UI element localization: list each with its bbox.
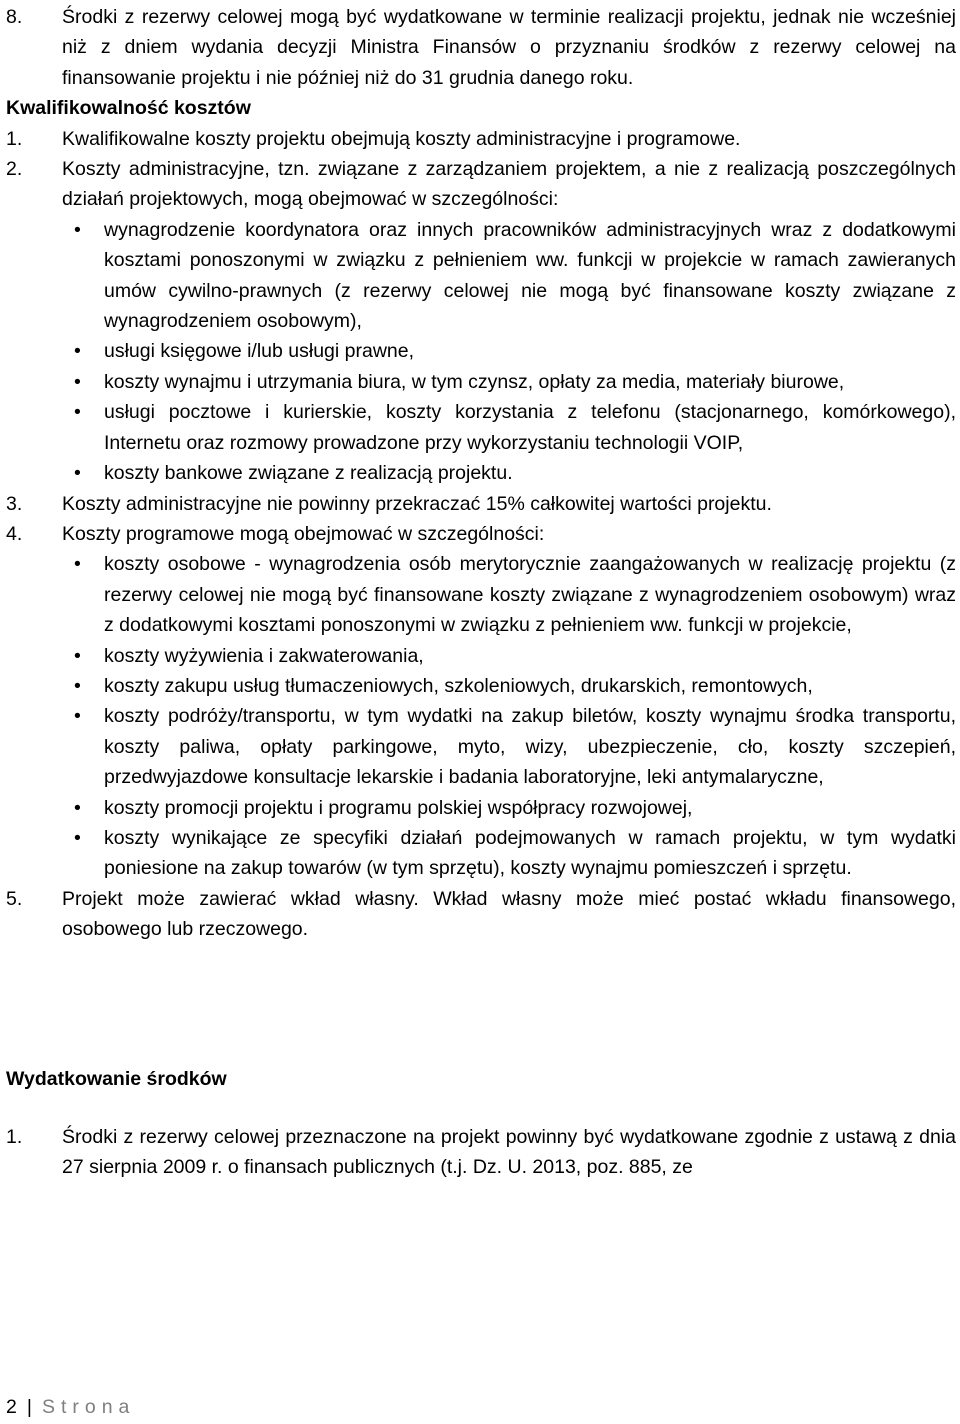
list-item-text: koszty osobowe - wynagrodzenia osób merytorycznie zaangażowanych w realizację projektu (z rezerwy celowej nie mogą być finansowane koszty związane z wynagrodzeniem osobowym) wraz z dodatkowymi kosztami ponoszonymi w związku z pełnieniem ww. funkcji w projekcie, [104,553,956,637]
page-label: Strona [41,1396,136,1418]
bullet-icon: • [74,796,81,819]
bullet-list-administrative-costs [6,215,956,489]
list-item-text: koszty wynikające ze specyfiki działań podejmowanych w ramach projektu, w tym wydatki poniesione na zakup towarów (w tym sprzętu), koszty wynajmu pomieszczeń i sprzętu. [104,826,956,880]
list-item [62,336,956,366]
list-item [62,458,956,488]
page-footer [6,1392,135,1422]
vertical-spacer [6,945,956,1064]
item-number: 2. [6,158,23,181]
item-text: Koszty administracyjne, tzn. związane z zarządzaniem projektem, a nie z realizacją poszczególnych działań projektowych, mogą obejmować w szczególności: [62,158,956,211]
item-number: 4. [6,522,23,545]
list-item [62,793,956,823]
item-number: 5. [6,887,23,910]
list-item [62,549,956,640]
list-item [62,641,956,671]
list-item-text: koszty wynajmu i utrzymania biura, w tym czynsz, opłaty za media, materiały biurowe, [104,370,845,393]
item-number: 8. [6,6,23,28]
bullet-icon: • [74,340,81,363]
vertical-spacer [6,1094,956,1122]
bullet-icon: • [74,370,81,393]
list-item [62,367,956,397]
list-item-text: koszty wyżywienia i zakwaterowania, [104,644,424,667]
item-text: Środki z rezerwy celowej mogą być wydatkowane w terminie realizacji projektu, jednak nie wcześniej niż z dniem wydania decyzji Ministra Finansów o przyznaniu środków z rezerwy celowej na finansowanie projektu i nie później niż do 31 grudnia danego roku. [62,6,956,89]
list-item [62,823,956,884]
paragraph-w1 [6,1122,956,1183]
list-item-text: koszty podróży/transportu, w tym wydatki na zakup biletów, koszty wynajmu środka transportu, koszty paliwa, opłaty parkingowe, myto, wizy, ubezpieczenie, cło, koszty szczepień, przedwyjazdowe konsultacje lekarskie i badania laboratoryjne, leki antymalaryczne, [104,705,956,789]
bullet-list-program-costs [6,549,956,883]
paragraph-k5 [6,884,956,945]
list-item-text: koszty bankowe związane z realizacją projektu. [104,462,513,485]
document-page [6,2,956,1183]
list-item-text: usługi pocztowe i kurierskie, koszty korzystania z telefonu (stacjonarnego, komórkowego), Internetu oraz rozmowy prowadzone przy wykorzystaniu technologii VOIP, [104,401,956,454]
item-text: Koszty administracyjne nie powinny przekraczać 15% całkowitej wartości projektu. [62,492,772,515]
bullet-icon: • [74,218,81,241]
item-text: Środki z rezerwy celowej przeznaczone na projekt powinny być wydatkowane zgodnie z ustawą z dnia 27 sierpnia 2009 r. o finansach publicznych (t.j. Dz. U. 2013, poz. 885, ze [62,1126,956,1179]
paragraph-k2 [6,154,956,215]
list-item [62,671,956,701]
page-number: 2 [6,1396,17,1418]
bullet-icon: • [74,826,81,849]
footer-separator: | [26,1396,32,1418]
list-item [62,397,956,458]
paragraph-k3 [6,489,956,519]
item-text: Koszty programowe mogą obejmować w szczególności: [62,522,545,545]
bullet-icon: • [74,462,81,485]
item-number: 1. [6,1126,23,1148]
bullet-icon: • [74,705,81,728]
section-heading-wydatkowanie: Wydatkowanie środków [6,1067,227,1090]
bullet-icon: • [74,553,81,576]
list-item [62,215,956,337]
item-text: Kwalifikowalne koszty projektu obejmują koszty administracyjne i programowe. [62,127,741,150]
item-text: Projekt może zawierać wkład własny. Wkład własny może mieć postać wkładu finansowego, osobowego lub rzeczowego. [62,887,956,941]
bullet-icon: • [74,674,81,697]
list-item-text: wynagrodzenie koordynatora oraz innych pracowników administracyjnych wraz z dodatkowymi kosztami ponoszonymi w związku z pełnieniem ww. funkcji w projekcie w ramach zawieranych umów cywilno-prawnych (z rezerwy celowej nie mogą być finansowane koszty związane z wynagrodzeniem osobowym), [104,218,956,333]
bullet-icon: • [74,644,81,667]
list-item [62,701,956,792]
list-item-text: koszty zakupu usług tłumaczeniowych, szkoleniowych, drukarskich, remontowych, [104,674,813,697]
paragraph-k4 [6,519,956,549]
list-item-text: koszty promocji projektu i programu polskiej współpracy rozwojowej, [104,796,693,819]
item-number: 1. [6,127,23,150]
bullet-icon: • [74,401,81,424]
paragraph-k1 [6,124,956,154]
section-heading-kwalifikowalnosc: Kwalifikowalność kosztów [6,97,251,120]
paragraph-8 [6,2,956,93]
item-number: 3. [6,492,23,515]
list-item-text: usługi księgowe i/lub usługi prawne, [104,340,415,363]
